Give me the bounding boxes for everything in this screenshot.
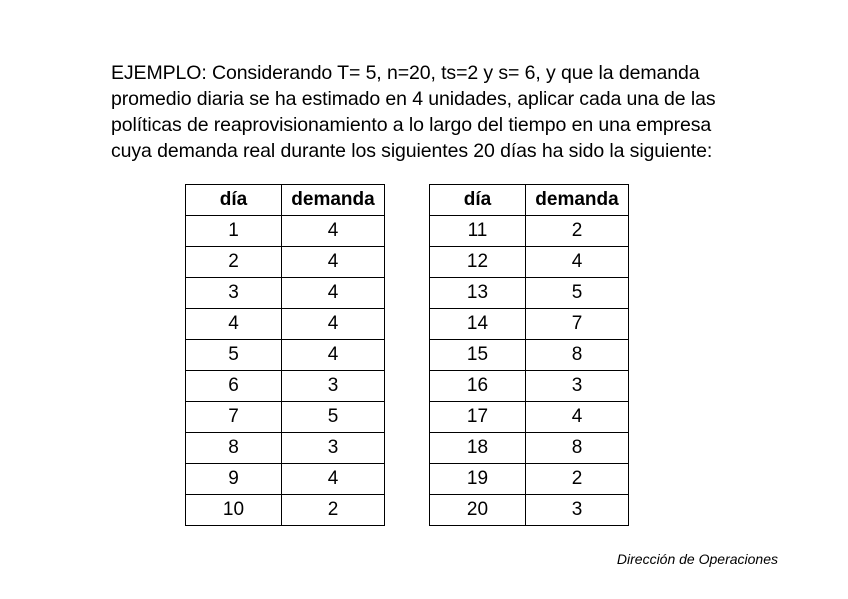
demand-table-days-1-10 [185,184,385,526]
intro-line-3: políticas de reaprovisionamiento a lo largo del tiempo en una empresa [111,114,712,136]
intro-paragraph [111,60,771,164]
header-demanda: demanda [526,185,629,216]
cell-demanda: 8 [526,340,629,371]
header-demanda: demanda [282,185,385,216]
table-header-row [186,185,385,216]
cell-demanda: 3 [526,371,629,402]
cell-demanda: 2 [526,464,629,495]
intro-line-2: promedio diaria se ha estimado en 4 unidades, aplicar cada una de las [111,88,716,110]
cell-dia: 17 [430,402,526,433]
cell-dia: 8 [186,433,282,464]
cell-demanda: 4 [526,247,629,278]
table-body [186,216,385,526]
cell-dia: 16 [430,371,526,402]
cell-demanda: 3 [282,371,385,402]
table-row [186,433,385,464]
cell-demanda: 4 [282,247,385,278]
demand-table-days-11-20 [429,184,629,526]
intro-line-4: cuya demanda real durante los siguientes 20 días ha sido la siguiente: [111,140,713,162]
cell-dia: 13 [430,278,526,309]
cell-demanda: 3 [526,495,629,526]
cell-demanda: 5 [526,278,629,309]
cell-dia: 2 [186,247,282,278]
intro-line-1 [111,60,771,86]
example-label: EJEMPLO [111,62,202,84]
table-row [186,371,385,402]
table-row [186,402,385,433]
intro-line-1-text: : Considerando T= 5, n=20, ts=2 y s= 6, y que la demanda [201,62,700,84]
table-row [186,340,385,371]
cell-demanda: 8 [526,433,629,464]
cell-dia: 3 [186,278,282,309]
cell-dia: 19 [430,464,526,495]
table-row [430,495,629,526]
cell-dia: 11 [430,216,526,247]
cell-demanda: 4 [282,309,385,340]
cell-dia: 15 [430,340,526,371]
cell-demanda: 2 [526,216,629,247]
table-row [186,216,385,247]
table-row [186,495,385,526]
cell-demanda: 4 [282,464,385,495]
cell-dia: 7 [186,402,282,433]
cell-dia: 14 [430,309,526,340]
cell-dia: 10 [186,495,282,526]
table-row [186,464,385,495]
table-row [430,216,629,247]
cell-demanda: 5 [282,402,385,433]
cell-dia: 1 [186,216,282,247]
cell-demanda: 4 [282,340,385,371]
table-row [186,309,385,340]
cell-demanda: 4 [282,216,385,247]
cell-demanda: 4 [282,278,385,309]
cell-dia: 18 [430,433,526,464]
cell-dia: 12 [430,247,526,278]
cell-demanda: 3 [282,433,385,464]
cell-dia: 9 [186,464,282,495]
table-row [430,464,629,495]
table-row [430,247,629,278]
cell-dia: 4 [186,309,282,340]
table-body [430,216,629,526]
table-row [430,371,629,402]
table-row [186,278,385,309]
table-header-row [430,185,629,216]
cell-dia: 5 [186,340,282,371]
header-dia: día [430,185,526,216]
cell-demanda: 2 [282,495,385,526]
table-row [430,278,629,309]
table-row [430,309,629,340]
cell-demanda: 4 [526,402,629,433]
cell-demanda: 7 [526,309,629,340]
table-row [430,402,629,433]
table-row [430,433,629,464]
footer-credit: Dirección de Operaciones [616,551,778,567]
header-dia: día [186,185,282,216]
table-row [186,247,385,278]
table-row [430,340,629,371]
cell-dia: 20 [430,495,526,526]
cell-dia: 6 [186,371,282,402]
